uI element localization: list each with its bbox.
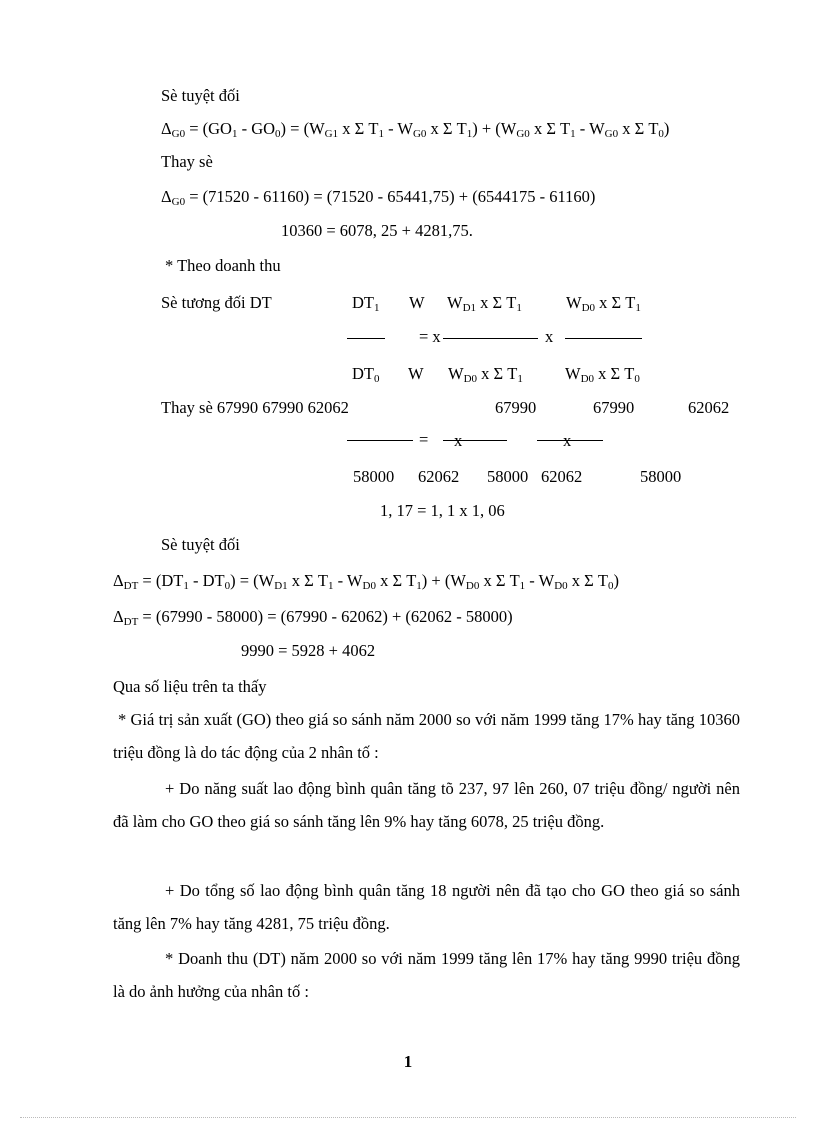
- numeric-times-sign-1: x: [454, 431, 463, 450]
- denominator-value-4: 62062: [541, 467, 583, 486]
- numerator-value-2: 67990: [593, 398, 635, 417]
- numeric-fraction-bar-2: [443, 440, 507, 441]
- wd0-denominator-b: $W_{D0}$ x Σ $T_0$: [565, 364, 640, 385]
- denominator-value-2: 62062: [418, 467, 460, 486]
- page-footer-divider: [20, 1117, 796, 1118]
- fraction-bar-wd0: [565, 338, 642, 339]
- relative-result: 1, 17 = 1, 1 x 1, 06: [380, 501, 505, 520]
- substitute-numerators: Thay sè 67990 67990 62062: [161, 398, 349, 417]
- wd0-numerator: $W_{D0}$ x Σ $T_1$: [566, 293, 641, 314]
- paragraph-labor: + Do tổng số lao động bình quân tăng 18 người nên đã tạo cho GO theo giá so sánh tăng lên 7% hay tăng 4281, 75 triệu đồng.: [113, 881, 740, 934]
- wd1-numerator: $W_{D1}$ x Σ $T_1$: [447, 293, 522, 314]
- numeric-times-sign-2: x: [563, 431, 572, 450]
- absolute-label-dt: Sè tuyệt đối: [161, 535, 240, 554]
- absolute-label-go: Sè tuyệt đối: [161, 86, 240, 105]
- dt-result: 9990 = 5928 + 4062: [241, 641, 376, 660]
- relative-label-dt: Sè tương đối DT: [161, 293, 272, 312]
- paragraph-go-change: * Giá trị sản xuất (GO) theo giá so sánh năm 2000 so với năm 1999 tăng 17% hay tăng 10360 triệu đồng là do tác động của 2 nhân tố :: [113, 710, 740, 763]
- numerator-value-1: 67990: [495, 398, 537, 417]
- substitute-label-go: Thay sè: [161, 152, 213, 171]
- numerator-value-3: 62062: [688, 398, 730, 417]
- go-result: 10360 = 6078, 25 + 4281,75.: [281, 221, 473, 240]
- dt0-denominator: $DT_0$: [352, 364, 380, 385]
- denominator-value-3: 58000: [487, 467, 529, 486]
- revenue-header: * Theo doanh thu: [165, 256, 281, 275]
- fraction-bar-wd1: [443, 338, 538, 339]
- numeric-fraction-bar-1: [347, 440, 413, 441]
- go-numeric-formula: $\Delta_{G0} = (71520 - 61160) = (71520 - 65441,75) + (6544175 - 61160)$: [161, 187, 596, 208]
- page-number: 1: [403, 1052, 413, 1071]
- dt-numeric-formula: $\Delta_{DT} = (67990 - 58000) = (67990 - 62062) + (62062 - 58000)$: [113, 607, 513, 628]
- w-numerator: W: [409, 293, 425, 312]
- wd0-denominator-a: $W_{D0}$ x Σ $T_1$: [448, 364, 523, 385]
- numeric-equals-sign: =: [419, 430, 429, 449]
- denominator-value-5: 58000: [640, 467, 682, 486]
- dt1-numerator: $DT_1$: [352, 293, 380, 314]
- w-denominator: W: [408, 364, 424, 383]
- paragraph-revenue: * Doanh thu (DT) năm 2000 so với năm 1999 tăng lên 17% hay tăng 9990 triệu đồng là do ảnh hưởng của nhân tố :: [113, 949, 740, 1002]
- dt-absolute-formula: $\Delta_{DT} = (DT_1 - DT_0) = (W_{D1}$ x Σ $T_1 - W_{D0}$ x Σ $T_1) + (W_{D0}$ x Σ $T_1 - W_{D0}$ x Σ $T_0$): [113, 571, 619, 592]
- paragraph-productivity: + Do năng suất lao động bình quân tăng tõ 237, 97 lên 260, 07 triệu đồng/ người nên đã làm cho GO theo giá so sánh tăng lên 9% hay tăng 6078, 25 triệu đồng.: [113, 779, 740, 832]
- fraction-bar-dt: [347, 338, 385, 339]
- equals-times-sign: = x: [419, 327, 441, 346]
- go-absolute-formula: $\Delta_{G0} = (GO_1 - GO_0) = (W_{G1}$ x Σ $T_1 - W_{G0}$ x Σ $T_1) + (W_{G0}$ x Σ $T_1 - W_{G0}$ x Σ $T_0$): [161, 119, 670, 140]
- denominator-value-1: 58000: [353, 467, 395, 486]
- conclusion-intro: Qua số liệu trên ta thấy: [113, 677, 267, 696]
- times-sign: x: [545, 327, 554, 346]
